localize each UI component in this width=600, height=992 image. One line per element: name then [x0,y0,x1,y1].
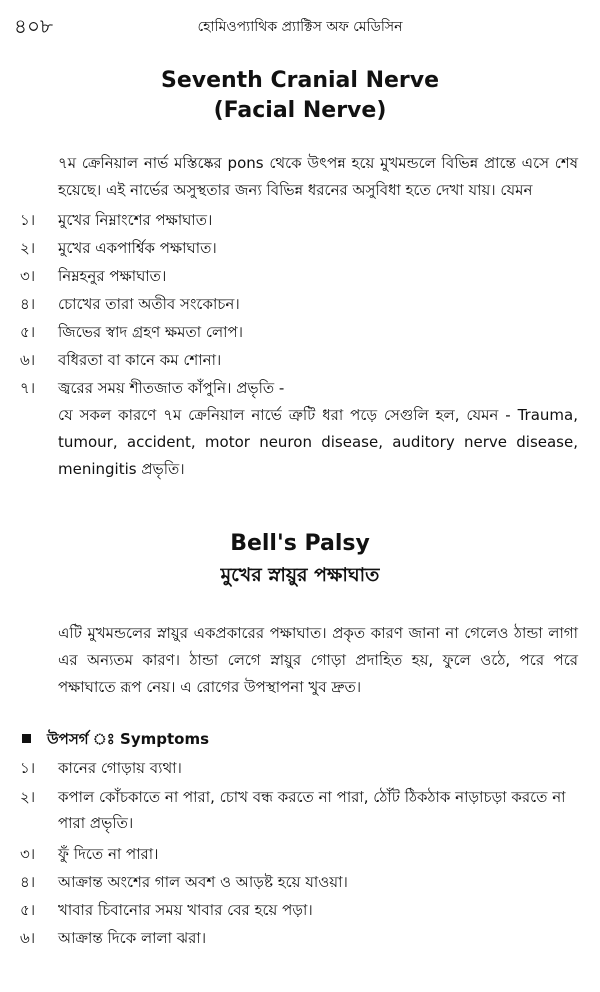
list-item: ৩। ফুঁ দিতে না পারা। [20,845,159,863]
causes-paragraph: যে সকল কারণে ৭ম ক্রেনিয়াল নার্ভে ত্রুটি ধরা পড়ে সেগুলি হল, যেমন - Trauma, tumour, accident, motor neuron disease, auditory nerve disease, meningitis প্রভৃতি। [58,406,578,478]
list-item: ৪। আক্রান্ত অংশের গাল অবশ ও আড়ষ্ট হয়ে যাওয়া। [20,873,348,891]
list-item: ৫। খাবার চিবানোর সময় খাবার বের হয়ে পড়া। [20,901,313,919]
title-line-2: (Facial Nerve) [213,98,387,123]
list-item: ৫। জিভের স্বাদ গ্রহণ ক্ষমতা লোপ। [20,323,244,341]
facial-nerve-list [0,206,600,402]
list-item: ১। মুখের নিম্নাংশের পক্ষাঘাত। [20,211,213,229]
bells-palsy-intro: এটি মুখমন্ডলের স্নায়ুর একপ্রকারের পক্ষাঘাত। প্রকৃত কারণ জানা না গেলেও ঠান্ডা লাগা এর অন্যতম কারণ। ঠান্ডা লেগে স্নায়ুর গোড়া প্রদাহিত হয়, ফুলে ওঠে, পরে পরে পক্ষাঘাতে রূপ নেয়। এ রোগের উপস্থাপনা খুব দ্রুত। [58,624,578,696]
section-subtitle-bells-palsy: মুখের স্নায়ুর পক্ষাঘাত [220,564,380,586]
symptoms-list [0,754,600,952]
symptoms-heading: উপসর্গ ঃ Symptoms [22,728,209,753]
page-header [0,8,600,38]
list-item: ২। কপাল কোঁচকাতে না পারা, চোখ বন্ধ করতে না পারা, ঠোঁট ঠিকঠাক নাড়াচড়া করতে না পারা প্রভৃতি। [20,788,566,832]
list-item: ১। কানের গোড়ায় ব্যথা। [20,759,182,777]
title-line-1: Seventh Cranial Nerve [160,68,440,93]
list-item: ৩। নিম্নহনুর পক্ষাঘাত। [20,267,167,285]
page-number: ৪০৮ [14,14,53,38]
list-item: ৭। জ্বরের সময় শীতজাত কাঁপুনি। প্রভৃতি - [20,379,285,397]
list-item: ৬। বধিরতা বা কানে কম শোনা। [20,351,222,369]
section-title-bells-palsy: Bell's Palsy [230,531,370,556]
list-item: ৬। আক্রান্ত দিকে লালা ঝরা। [20,929,207,947]
running-title: হোমিওপ্যাথিক প্র্যাক্টিস অফ মেডিসিন [197,19,403,35]
intro-paragraph: ৭ম ক্রেনিয়াল নার্ভ মস্তিষ্কের pons থেকে উৎপন্ন হয়ে মুখমন্ডলে বিভিন্ন প্রান্তে এসে শেষ হয়েছে। এই নার্ভের অসুস্থতার জন্য বিভিন্ন ধরনের অসুবিধা হতে দেখা যায়। যেমন [58,154,578,199]
square-bullet-icon [22,734,31,743]
list-item: ২। মুখের একপার্শ্বিক পক্ষাঘাত। [20,239,217,257]
list-item: ৪। চোখের তারা অতীব সংকোচন। [20,295,240,313]
section-title-facial-nerve [0,66,600,126]
